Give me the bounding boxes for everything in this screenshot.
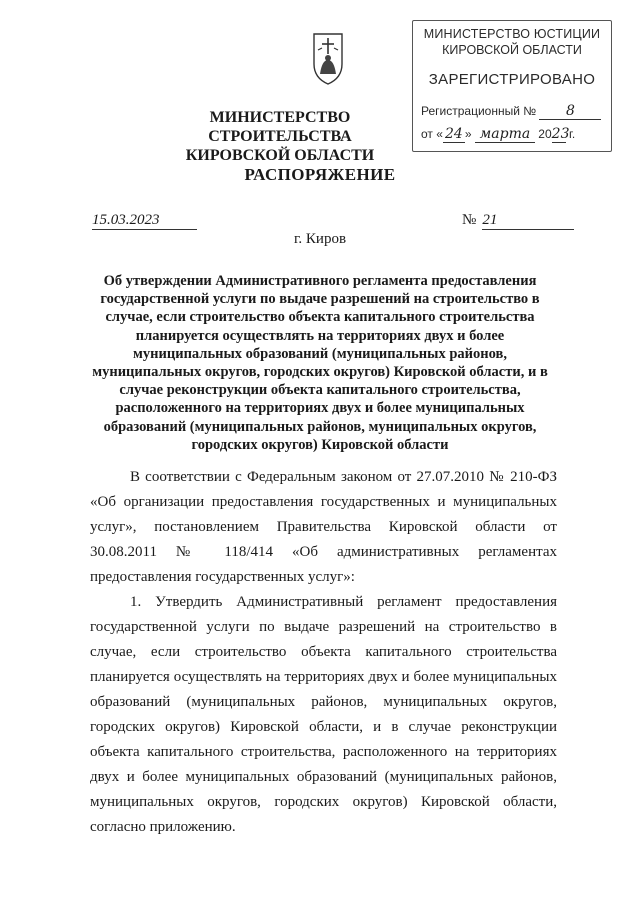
- document-city: г. Киров: [293, 231, 347, 247]
- ministry-line-1: МИНИСТЕРСТВО СТРОИТЕЛЬСТВА: [208, 109, 352, 145]
- registration-stamp: [412, 20, 612, 152]
- number-value: 21: [482, 212, 574, 230]
- stamp-reg-label: Регистрационный №: [421, 104, 537, 118]
- stamp-registration-number: [421, 103, 601, 120]
- stamp-registration-date: [421, 126, 575, 143]
- stamp-status: ЗАРЕГИСТРИРОВАНО: [428, 71, 596, 88]
- stamp-date-year: 23: [551, 126, 570, 142]
- ministry-name: [150, 108, 410, 165]
- document-number: [462, 212, 574, 230]
- document-body: [90, 465, 557, 840]
- stamp-date-day: 24: [443, 126, 465, 143]
- stamp-date-month: марта: [475, 126, 535, 143]
- stamp-date-mid: »: [464, 127, 472, 141]
- stamp-date-year-prefix: 20: [538, 127, 552, 141]
- stamp-region-line: КИРОВСКОЙ ОБЛАСТИ: [442, 43, 582, 57]
- number-label: №: [462, 212, 477, 228]
- document-date: 15.03.2023: [92, 212, 197, 230]
- item-1-paragraph: 1. Утвердить Административный регламент предоставления государственной услуги по выдаче разрешений на строительство в случае, если строительство объекта капитального строительства планируется осуществлять на территориях двух и более муниципальных образований (муниципальных районов, муниципальных округов, городских округов) Кировской области, и в случае реконструкции объекта капитального строительства, расположенного на территориях двух и более муниципальных образований (муниципальных районов, муниципальных округов, городских округов) Кировской области, согласно приложению.: [90, 594, 557, 835]
- ministry-line-2: КИРОВСКОЙ ОБЛАСТИ: [185, 147, 375, 164]
- preamble-paragraph: В соответствии с Федеральным законом от 27.07.2010 № 210-ФЗ «Об организации предоставления государственных и муниципальных услуг», постановлением Правительства Кировской области от 30.08.2011 № 118/414 «Об административных регламентах предоставления государственных услуг»:: [90, 469, 557, 585]
- document-heading: Об утверждении Административного регламента предоставления государственной услуги по выдаче разрешений на строительство в случае, если строительство объекта капитального строительства планируется осуществлять на территориях двух и более муниципальных образований (муниципальных районов, муниципальных округов, городских округов) Кировской области, и в случае реконструкции объекта капитального строительства, расположенного на территориях двух и более муниципальных образований (муниципальных районов, муниципальных округов, городских округов) Кировской области: [92, 273, 548, 453]
- coat-of-arms-icon: [310, 30, 346, 86]
- stamp-ministry-line: МИНИСТЕРСТВО ЮСТИЦИИ: [423, 27, 601, 41]
- stamp-date-prefix: от «: [421, 127, 443, 141]
- stamp-reg-value: 8: [539, 103, 601, 120]
- stamp-date-suffix: г.: [569, 127, 576, 141]
- document-type-title: РАСПОРЯЖЕНИЕ: [244, 165, 396, 184]
